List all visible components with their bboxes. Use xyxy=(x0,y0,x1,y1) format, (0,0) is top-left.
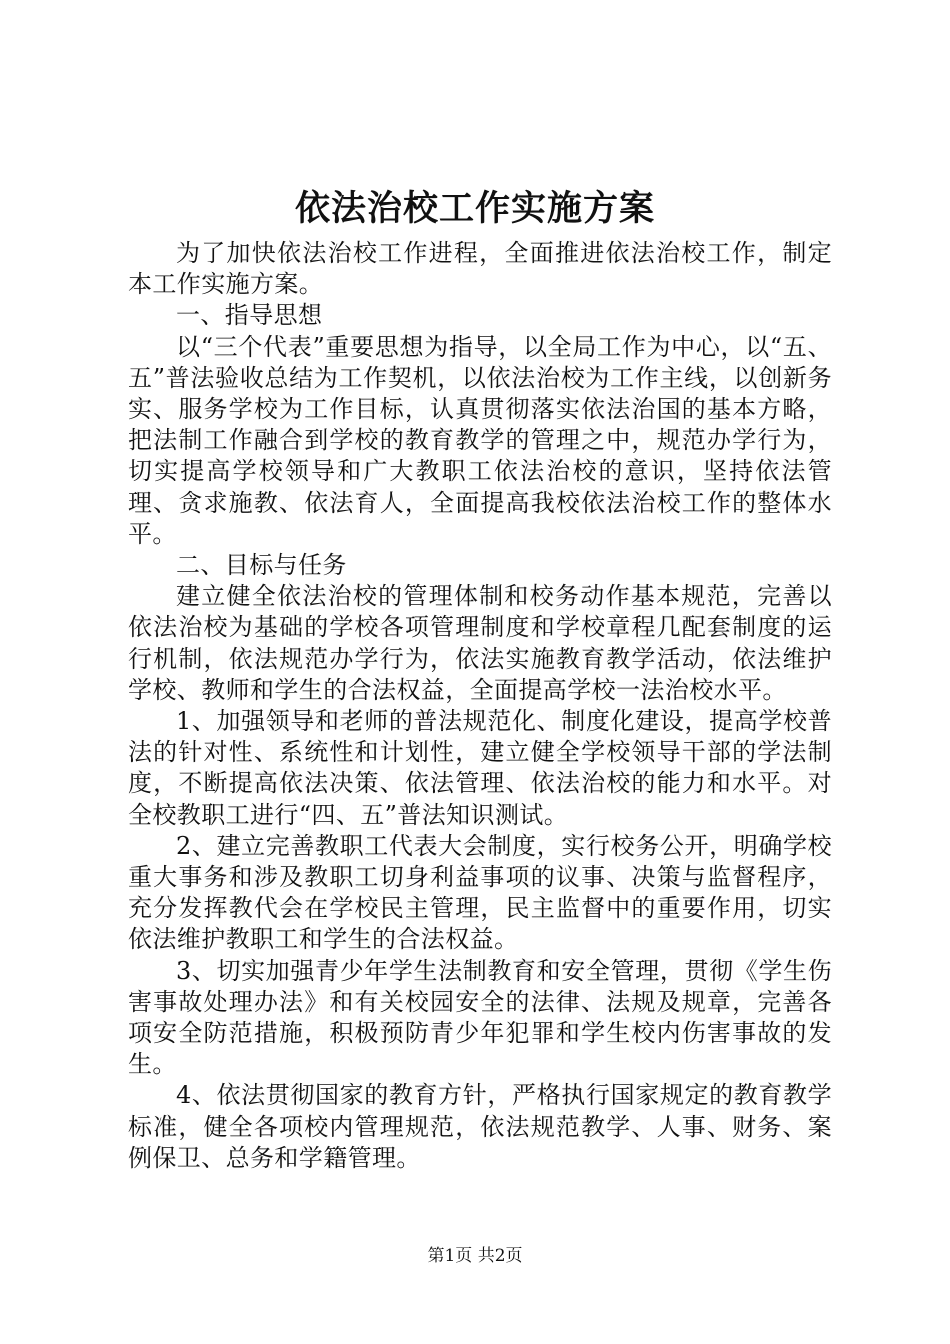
guiding-ideology-paragraph: 以“三个代表”重要思想为指导，以全局工作为中心，以“五、五”普法验收总结为工作契机，以依法治校为工作主线，以创新务实、服务学校为工作目标，认真贯彻落实依法治国的基本方略，把法制工作融合到学校的教育教学的管理之中，规范办学行为，切实提高学校领导和广大教职工依法治校的意识，坚持依法管理、贪求施教、依法育人，全面提高我校依法治校工作的整体水平。 xyxy=(128,332,832,548)
task-item-1: 1、加强领导和老师的普法规范化、制度化建设，提高学校普法的针对性、系统性和计划性，建立健全学校领导干部的学法制度，不断提高依法决策、依法管理、依法治校的能力和水平。对全校教职工进行“四、五”普法知识测试。 xyxy=(128,707,832,829)
section-heading-goals-tasks: 二、目标与任务 xyxy=(176,551,347,580)
task-item-3: 3、切实加强青少年学生法制教育和安全管理，贯彻《学生伤害事故处理办法》和有关校园安全的法律、法规及规章，完善各项安全防范措施，积极预防青少年犯罪和学生校内伤害事故的发生。 xyxy=(128,956,832,1079)
intro-paragraph: 为了加快依法治校工作进程，全面推进依法治校工作，制定本工作实施方案。 xyxy=(128,239,832,299)
task-item-2: 2、建立完善教职工代表大会制度，实行校务公开，明确学校重大事务和涉及教职工切身利益事项的议事、决策与监督程序，充分发挥教代会在学校民主管理，民主监督中的重要作用，切实依法维护教职工和学生的合法权益。 xyxy=(128,831,832,954)
section-heading-guiding-ideology: 一、指导思想 xyxy=(176,301,323,330)
page-footer: 第1页 共2页 xyxy=(427,1246,523,1266)
task-item-4: 4、依法贯彻国家的教育方针，严格执行国家规定的教育教学标准，健全各项校内管理规范，依法规范教学、人事、财务、案例保卫、总务和学籍管理。 xyxy=(128,1081,832,1172)
document-title: 依法治校工作实施方案 xyxy=(294,188,655,229)
document-body xyxy=(128,238,832,1174)
goals-tasks-paragraph: 建立健全依法治校的管理体制和校务动作基本规范，完善以依法治校为基础的学校各项管理制度和学校章程几配套制度的运行机制，依法规范办学行为，依法实施教育教学活动，依法维护学校、教师和学生的合法权益，全面提高学校一法治校水平。 xyxy=(128,582,832,704)
